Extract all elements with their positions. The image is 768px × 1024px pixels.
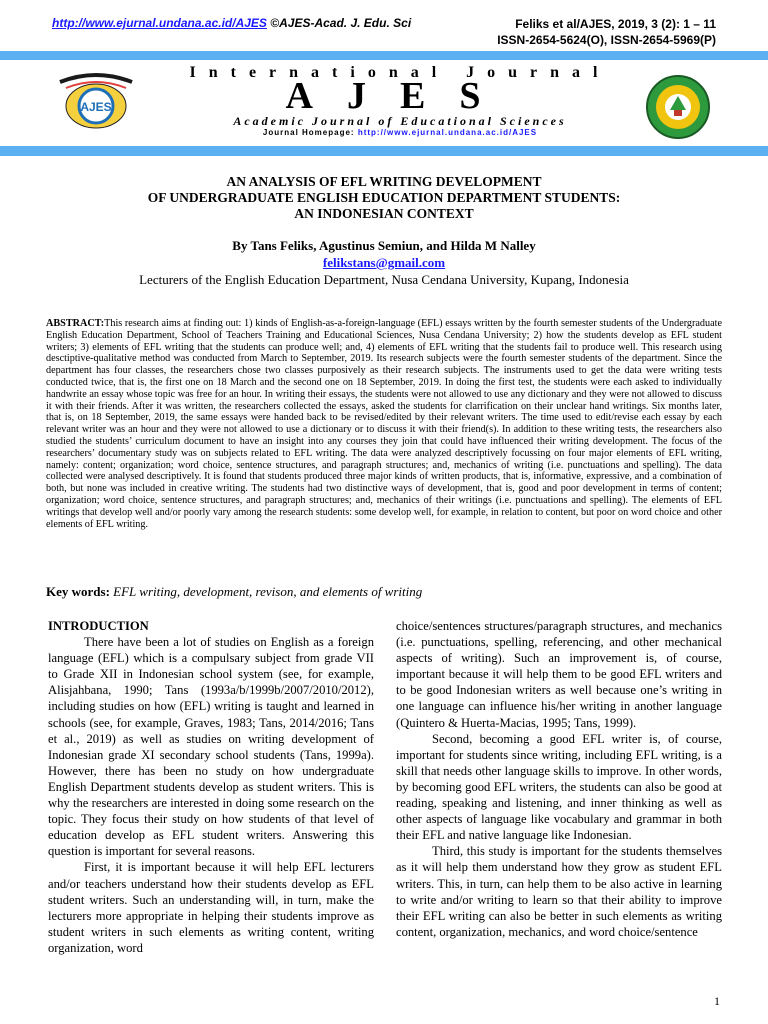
author-affiliation: Lecturers of the English Education Department, Nusa Cendana University, Kupang, Indonesia (139, 272, 629, 287)
paragraph: First, it is important because it will help EFL lecturers and/or teachers understand how their students develop as EFL student writers. Such an understanding will, in turn, make the lecturers more appropriate in helping their students improve as student writers in such elements as writing content, writing organization, word (48, 860, 374, 955)
paragraph: Third, this study is important for the students themselves as it will help them understand how they grow as student EFL writers. This, in turn, can help them to be also active in learning to write and/or writing to learn so that their ability to improve their EFL writing can also be better in such elements as writing content, organization, mechanics, and word choice/sentence (396, 844, 722, 939)
masthead-subtitle: Academic Journal of Educational Sciences (233, 114, 567, 128)
top-blue-bar (0, 51, 768, 60)
abstract-text: This research aims at finding out: 1) kinds of English-as-a-foreign-language (EFL) essays written by the fourth semester students of the Undergraduate English Education Department, School of Teachers Training and Educational Sciences, Nusa Cendana University; 2) how the students develop as EFL student writers; 3) elements of EFL writing that the students can produce well; and, 4) elements of EFL writing that the students fail to produce well. This research using desctiptive-qualitative method was conducted from March to September, 2019. Its research subjects were the fourth semester students of the department. Since the department has four classes, the researchers chose two classes purposively as their research subjects. The instruments used to get the data were writing tests conducted twice, that is, the first one on 18 March and the second one on 18 September, 2019. In doing the first test, the students were each asked to individually handwrite an essay whose topic was free for an hour. In writing their essays, the students were not allowed to use any dictionary and they were not allowed to discuss it with their friends. After it was written, the researchers collected the essays, asked the students for clarrification on their unclear hand writings. Six months later, that is, on 18 September, 2019, the same essays were handed back to be revised/edited by their relevant writers. The time used to edit/revise each essay by each relevant writer was an hour and they were not allowed to use a dictionary or to discuss it with their friend(s). In addition to these writing tests, the researchers also studied the students’ curriculum document to have an insight into any courses they join that could have influenced their writing development. The focus of the researchers’ documentary study was on subjects related to EFL writing. The data were analyzed descriptively focussing on four major elements of EFL writing, namely: content; organization; word choice, sentence structures, and paragraph structures; and, mechanics of writing (i.e. punctuations and spelling). The data collected were analysed descriptively. It is found that students produced three major kinds of written products, that is, informative, expressive, and a combination of both, but none was included in creative writing. The students had two distinctive ways of development, that is, good and poor development in terms of content; organization; word choice, sentence structures, and paragraph structures; and, mechanics of their writings (i.e. punctuations and spelling). The elements of EFL writings that develop well and/or poorly vary among the research students: some develop well, for example, in relation to content, but poor on word choice and other elements of EFL writing. (46, 318, 722, 530)
email-link[interactable]: felikstans@gmail.com (322, 255, 446, 270)
homepage-url[interactable]: http://www.ejurnal.undana.ac.id/AJES (357, 128, 538, 137)
university-seal-logo (640, 74, 716, 140)
title-line-2: OF UNDERGRADUATE ENGLISH EDUCATION DEPARTMENT STUDENTS: (147, 190, 621, 205)
paper-authors: By Tans Feliks, Agustinus Semiun, and Hilda M Nalley (232, 238, 536, 253)
journal-short-name: ©AJES-Acad. J. Edu. Sci (270, 16, 412, 30)
page-header (0, 10, 768, 52)
masthead-homepage (180, 128, 620, 137)
issn-text: ISSN-2654-5624(O), ISSN-2654-5969(P) (497, 33, 716, 47)
paragraph: choice/sentences structures/paragraph structures, and mechanics (i.e. punctuations, spelling, referencing, and other mechanical aspects of writing). Such an improvement is, of course, important because it will help them to be good EFL writers and to be good Indonesian writers as well because one’s writing in one language can influence his/her writing in another language (Quintero & Huerta-Macias, 1995; Tans, 1999). (396, 619, 722, 730)
journal-url-link[interactable]: http://www.ejurnal.undana.ac.id/AJES (52, 16, 267, 30)
abstract-label: ABSTRACT: (46, 318, 105, 329)
masthead-title: AJES (285, 75, 515, 117)
header-left (52, 16, 411, 30)
body-column-left (48, 618, 374, 956)
citation-text: Feliks et al/AJES, 2019, 3 (2): 1 – 11 (515, 17, 716, 31)
bottom-blue-bar (0, 146, 768, 156)
title-line-1: AN ANALYSIS OF EFL WRITING DEVELOPMENT (226, 174, 542, 189)
masthead-line1: International Journal (189, 64, 611, 81)
introduction-heading: INTRODUCTION (48, 619, 149, 633)
keywords (46, 584, 722, 600)
masthead (0, 60, 768, 146)
abstract (46, 318, 722, 530)
keywords-label: Key words: (46, 584, 110, 599)
paragraph: Second, becoming a good EFL writer is, of course, important for students since writing, including EFL writing, is a skill that needs other language skills to improve. In other words, by becoming good EFL writers, the students can also be good at reading, speaking and listening, and inner thinking as well as other aspects of language like vocabulary and grammar in both their EFL and native language like Indonesian. (396, 731, 722, 843)
title-line-3: AN INDONESIAN CONTEXT (294, 206, 474, 221)
ajes-logo (52, 68, 140, 140)
body-column-right (396, 618, 722, 940)
header-right (497, 16, 716, 48)
svg-text:AJES: AJES (80, 100, 112, 114)
homepage-label: Journal Homepage: (262, 128, 355, 137)
keywords-text: EFL writing, development, revison, and elements of writing (113, 584, 423, 599)
page-number: 1 (714, 994, 720, 1008)
author-email (40, 255, 728, 271)
paper-title (40, 174, 728, 222)
paragraph: There have been a lot of studies on English as a foreign language (EFL) which is a compulsary subject from grade VII to Grade XII in Indonesian school system (see, for example, Alisjahbana, 1990; Tans (1993a/b/1999b/2007/2010/2012), including studies on how (EFL) writing is taught and learned in schools (see, for example, Graves, 1983; Tans, 2014/2016; Tans et al., 2019) as well as studies on writing development of Indonesian grade XI secondary school students (Tans, 1999a). However, there has been no study on how undergraduate English Department students develop as student writers. This is why the researchers are interested in doing some research on the topic. They focus their study on how students of that level of education develop as EFL student writers. Answering this question is important for several reasons. (48, 635, 374, 859)
